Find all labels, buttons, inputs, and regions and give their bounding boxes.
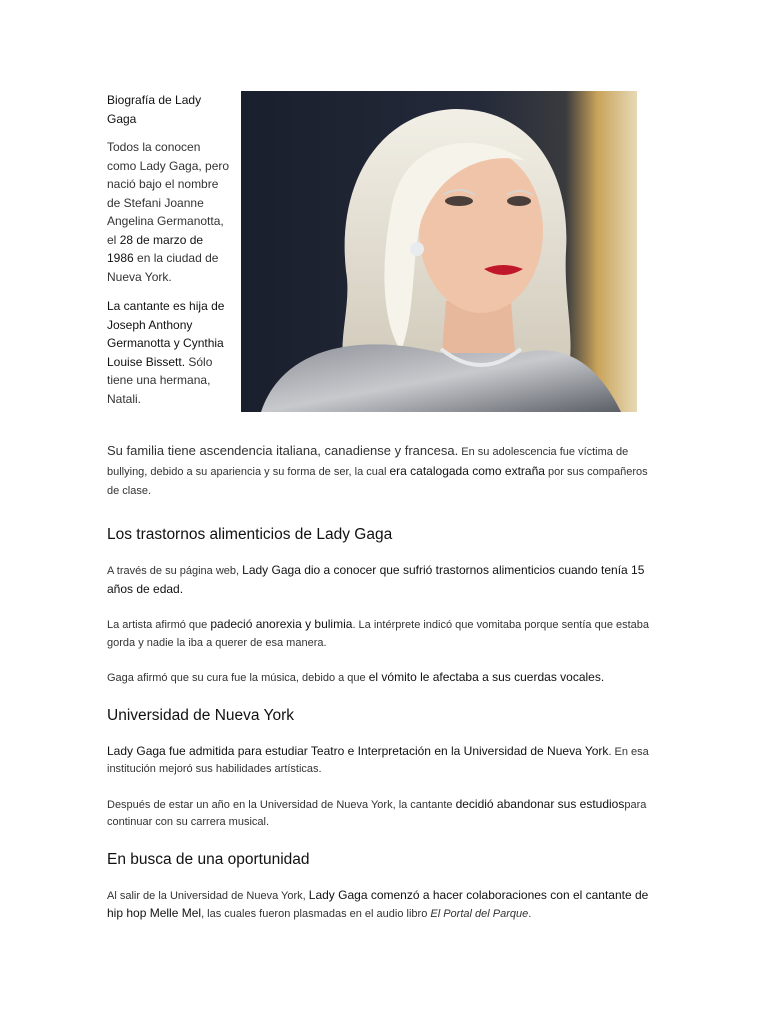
audio-book-title: El Portal del Parque: [430, 908, 529, 920]
university-paragraph-1: Lady Gaga fue admitida para estudiar Teatro e Interpretación en la Universidad de Nueva York. En esa institución mejoró sus habilidades artísticas.: [107, 743, 649, 775]
section-heading-opportunity: En busca de una oportunidad: [107, 850, 310, 868]
family-paragraph: Su familia tiene ascendencia italiana, canadiense y francesa. En su adolescencia fue víctima de bullying, debido a su apariencia y su forma de ser, la cual era catalogada como extraña por sus compañeros de clase.: [107, 443, 648, 497]
intro-paragraph-2: La cantante es hija de Joseph Anthony Germanotta y Cynthia Louise Bissett. Sólo tiene una hermana, Natali.: [107, 299, 225, 406]
section-heading-eating-disorders: Los trastornos alimenticios de Lady Gaga: [107, 526, 393, 543]
portrait-illustration: [241, 91, 637, 412]
document-title: Biografía de Lady Gaga: [107, 93, 202, 126]
intro-paragraph-1: Todos la conocen como Lady Gaga, pero nació bajo el nombre de Stefani Joanne Angelina Germanotta, el 28 de marzo de 1986 en la ciudad de Nueva York.: [107, 140, 230, 284]
opportunity-paragraph: Al salir de la Universidad de Nueva York, Lady Gaga comenzó a hacer colaboraciones con el cantante de hip hop Melle Mel, las cuales fueron plasmadas en el audio libro El Portal del Parque.: [107, 887, 649, 920]
eating-paragraph-3: Gaga afirmó que su cura fue la música, debido a que el vómito le afectaba a sus cuerdas vocales.: [107, 670, 605, 684]
birth-date: 28 de marzo de 1986: [107, 232, 204, 265]
main-content: [107, 441, 657, 941]
university-paragraph-2: Después de estar un año en la Universidad de Nueva York, la cantante decidió abandonar sus estudiospara continuar con su carrera musical.: [107, 796, 647, 828]
eating-paragraph-1: A través de su página web, Lady Gaga dio a conocer que sufrió trastornos alimenticios cuando tenía 15 años de edad.: [107, 563, 645, 596]
eating-paragraph-2: La artista afirmó que padeció anorexia y bulimia. La intérprete indicó que vomitaba porque sentía que estaba gorda y nadie la iba a querer de esa manera.: [107, 617, 650, 649]
section-heading-university: Universidad de Nueva York: [107, 706, 294, 724]
portrait-photo: [241, 91, 637, 412]
intro-column: [107, 91, 232, 419]
